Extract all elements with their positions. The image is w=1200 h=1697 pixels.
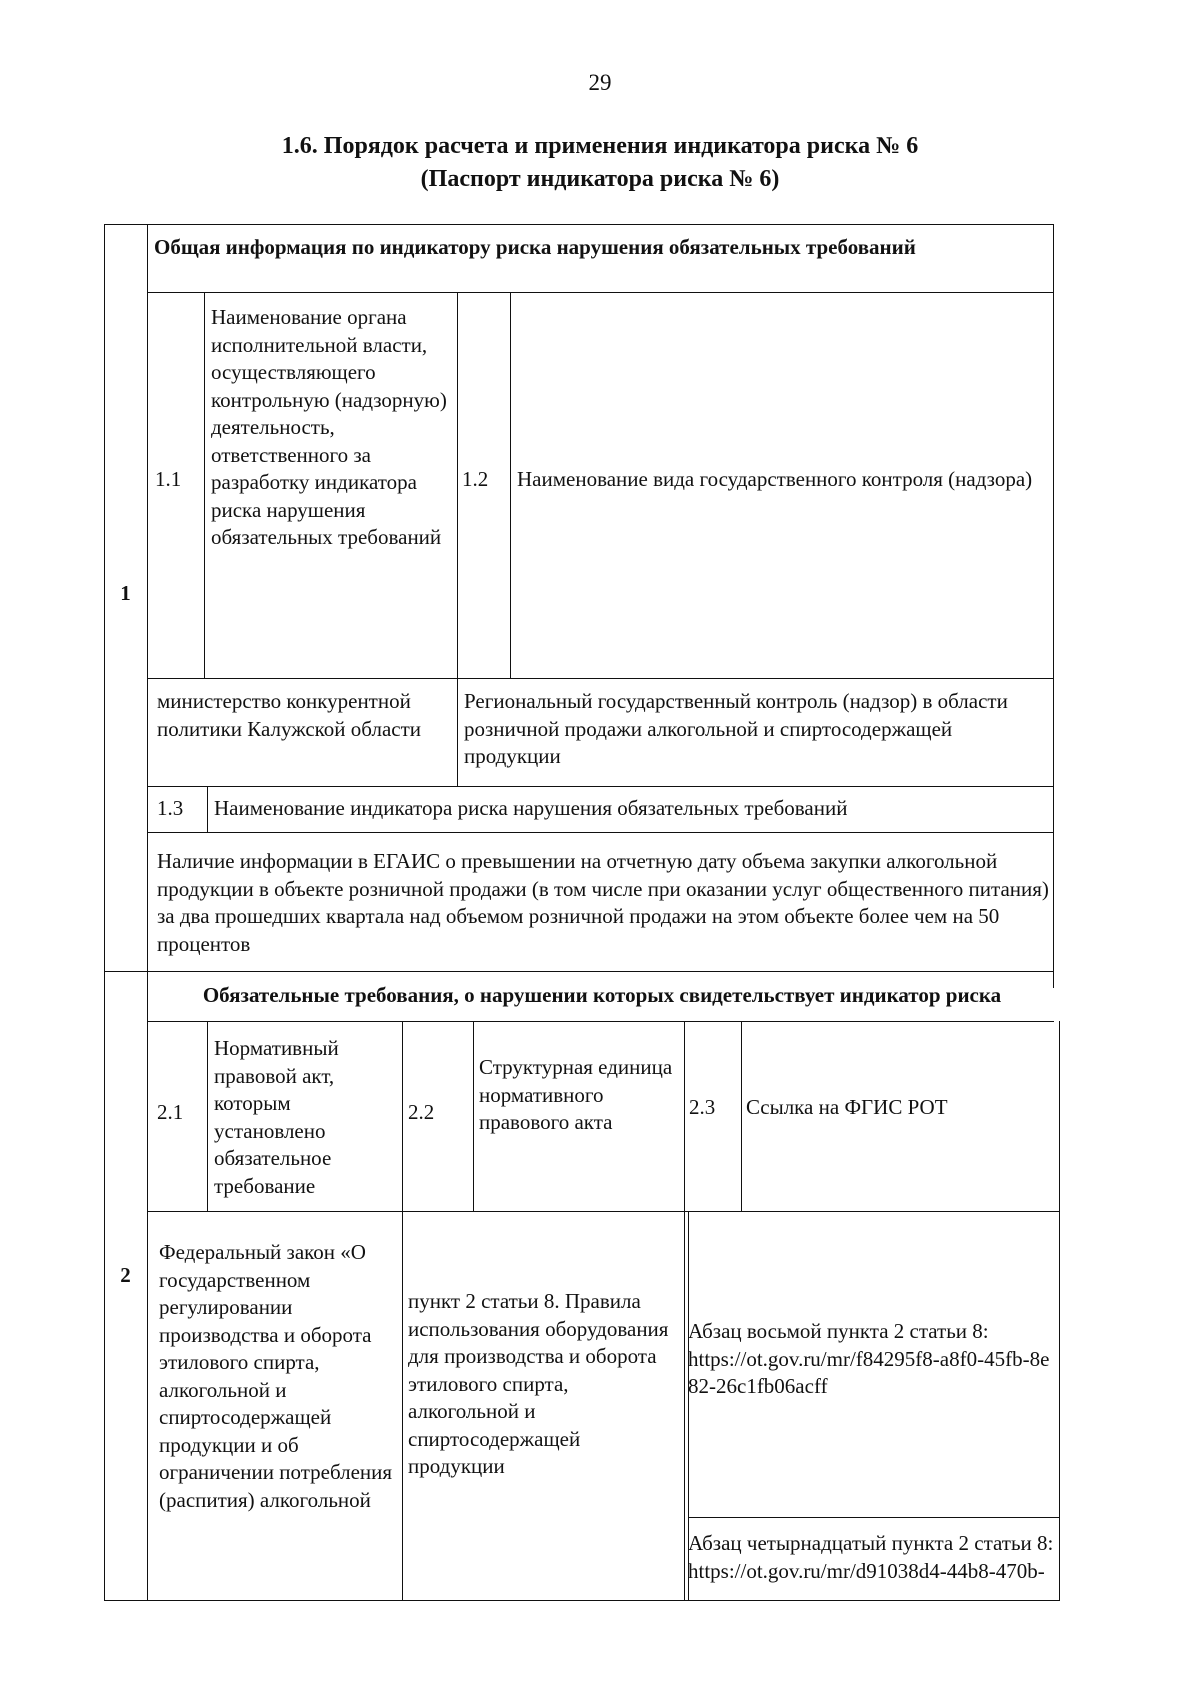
table-rule — [147, 224, 148, 1600]
table-border-top — [104, 224, 1054, 225]
item-label: Нормативный правовой акт, которым установлено обязательное требование — [214, 1036, 339, 1198]
frgis-link-cell — [688, 1318, 1056, 1401]
table-rule — [510, 292, 511, 678]
item-number: 2.3 — [689, 1095, 716, 1119]
table-rule — [147, 786, 1054, 787]
table-rule — [204, 292, 205, 678]
table-border-left — [104, 224, 105, 1600]
requirement-act: Федеральный закон «О государственном регулировании производства и оборота этилового спирта, алкогольной и спиртосодержащей продукции и об ограничении потребления (распития) алкогольной — [159, 1240, 393, 1512]
table-rule — [147, 832, 1054, 833]
item-number: 1.1 — [155, 467, 182, 491]
item-value: министерство конкурентной политики Калужской области — [157, 689, 421, 741]
section-title: Общая информация по индикатору риска нарушения обязательных требований — [154, 235, 916, 259]
table-rule — [684, 1021, 685, 1600]
section-number: 1 — [120, 581, 131, 605]
section-title: Обязательные требования, о нарушении которых свидетельствует индикатор риска — [202, 983, 1002, 1007]
table-border-bottom — [104, 1600, 1060, 1601]
table-rule — [147, 678, 1054, 679]
table-rule — [688, 1517, 1060, 1518]
item-value: Наличие информации в ЕГАИС о превышении на отчетную дату объема закупки алкогольной продукции в объекте розничной продажи (в том числе при оказании услуг общественного питания) за два прошедших квартала над объемом розничной продажи на этом объекте более чем на 50 процентов — [157, 849, 1049, 956]
page-title-line-1: 1.6. Порядок расчета и применения индикатора риска № 6 — [281, 133, 919, 159]
link-caption: Абзац четырнадцатый пункта 2 статьи 8: — [688, 1531, 1054, 1555]
item-number: 2.1 — [157, 1100, 184, 1124]
table-rule — [104, 971, 1054, 972]
section-number: 2 — [120, 1263, 131, 1287]
table-border-right — [1053, 224, 1054, 988]
table-rule — [457, 292, 458, 786]
page-title — [0, 130, 1200, 196]
requirement-unit: пункт 2 статьи 8. Правила использования оборудования для производства и оборота этилового спирта, алкогольной и спиртосодержащей продукции — [408, 1289, 669, 1478]
table-rule — [402, 1021, 403, 1600]
item-label: Наименование органа исполнительной власти, осуществляющего контрольную (надзорную) деятельность, ответственного за разработку индикатора риска нарушения обязательных требований — [211, 305, 447, 549]
frgis-link[interactable]: https://ot.gov.ru/mr/f84295f8-a8f0-45fb-8e82-26c1fb06acff — [688, 1346, 1050, 1398]
item-number: 1.2 — [462, 467, 489, 491]
item-label: Наименование вида государственного контроля (надзора) — [517, 467, 1033, 491]
link-caption: Абзац восьмой пункта 2 статьи 8: — [688, 1319, 989, 1343]
page-number: 29 — [588, 70, 612, 95]
item-number: 1.3 — [157, 796, 184, 820]
item-number: 2.2 — [408, 1100, 435, 1124]
item-label: Наименование индикатора риска нарушения обязательных требований — [214, 796, 848, 820]
item-label: Ссылка на ФГИС РОТ — [746, 1095, 948, 1119]
table-rule — [147, 1021, 1054, 1022]
item-label: Структурная единица нормативного правового акта — [479, 1055, 673, 1134]
table-rule — [147, 1211, 1060, 1212]
table-rule — [207, 786, 208, 832]
frgis-link[interactable]: https://ot.gov.ru/mr/d91038d4-44b8-470b- — [688, 1558, 1045, 1583]
page-title-line-2: (Паспорт индикатора риска № 6) — [420, 166, 780, 192]
table-rule — [147, 292, 1054, 293]
table-border-right — [1059, 1021, 1060, 1600]
item-value: Региональный государственный контроль (надзор) в области розничной продажи алкогольной и спиртосодержащей продукции — [464, 689, 1008, 768]
table-rule — [741, 1021, 742, 1211]
table-rule — [207, 1021, 208, 1211]
table-rule — [473, 1021, 474, 1211]
frgis-link-cell — [688, 1530, 1056, 1585]
